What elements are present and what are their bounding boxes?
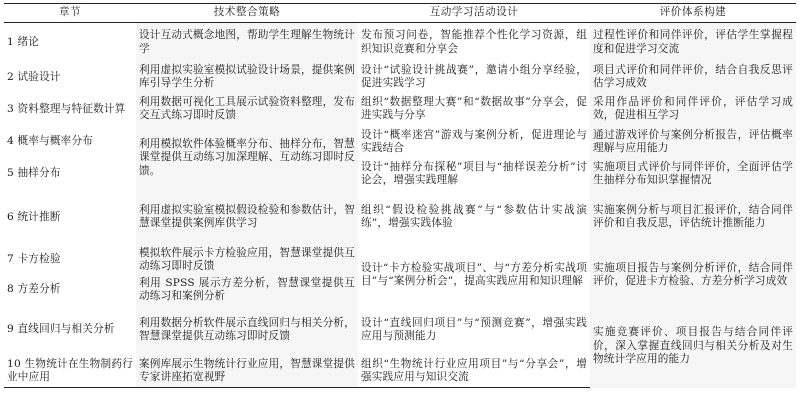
header-evaluation: 评价体系构建 <box>590 4 796 23</box>
header-row <box>4 4 796 23</box>
evaluation-cell: 项目式评价和同伴评价，结合自我反思评估学习成效 <box>590 62 796 93</box>
activity-cell: 设计“试验设计挑战赛”，邀请小组分享经验，促进实践学习 <box>358 62 590 93</box>
activity-cell: 组织“生物统计行业应用项目”与“分享会”，增强实践应用与知识交流 <box>358 355 590 388</box>
chapter-cell: 9 直线回归与相关分析 <box>4 305 136 355</box>
activity-cell: 设计“直线回归项目”与“预测竞赛”，增强实践应用与预测能力 <box>358 305 590 355</box>
curriculum-table <box>4 3 796 388</box>
chapter-cell: 3 资料整理与特征数计算 <box>4 93 136 126</box>
activity-cell: 组织“假设检验挑战赛”与“参数估计实战演练”，增强实践体验 <box>358 190 590 245</box>
tech-cell: 利用虚拟实验室模拟试验设计场景，提供案例库引导学生分析 <box>136 62 358 93</box>
chapter-cell: 10 生物统计在生物制药行业中应用 <box>4 355 136 388</box>
chapter-cell: 2 试验设计 <box>4 62 136 93</box>
activity-cell: 组织“数据整理大赛”和“数据故事”分享会，促进实践与分享 <box>358 93 590 126</box>
tech-cell: 设计互动式概念地图，帮助学生理解生物统计学 <box>136 23 358 62</box>
chapter-cell: 4 概率与概率分布 <box>4 126 136 158</box>
activity-cell: 发布预习问卷，智能推荐个性化学习资源，组织知识竞赛和分享会 <box>358 23 590 62</box>
curriculum-table-container <box>4 3 796 388</box>
activity-cell: 设计“抽样分布探秘”项目与“抽样误差分析”讨论会，增强实践理解 <box>358 158 590 190</box>
tech-cell: 利用数据可视化工具展示试验资料整理，发布交互式练习即时反馈 <box>136 93 358 126</box>
header-tech-strategy: 技术整合策略 <box>136 4 358 23</box>
chapter-cell: 6 统计推断 <box>4 190 136 245</box>
table-row <box>4 23 796 62</box>
table-row <box>4 93 796 126</box>
table-row <box>4 158 796 190</box>
evaluation-cell: 实施案例分析与项目汇报评价，结合同伴评价和自我反思，评估统计推断能力 <box>590 190 796 245</box>
tech-cell: 案例库展示生物统计行业应用，智慧课堂提供专家讲座拓宽视野 <box>136 355 358 388</box>
tech-cell: 利用 SPSS 展示方差分析，智慧课堂提供互动练习和案例分析 <box>136 275 358 305</box>
evaluation-cell: 实施竞赛评价、项目报告与结合同伴评价，深入掌握直线回归与相关分析及对生物统计学应用的能力 <box>590 305 796 388</box>
evaluation-cell: 实施项目式评价与同伴评价，全面评估学生抽样分布知识掌握情况 <box>590 158 796 190</box>
tech-cell: 利用虚拟实验室模拟假设检验和参数估计，智慧课堂提供案例库供学习 <box>136 190 358 245</box>
tech-cell: 模拟软件展示卡方检验应用，智慧课堂提供互动练习即时反馈 <box>136 245 358 275</box>
table-row <box>4 62 796 93</box>
activity-cell: 设计“概率迷宫”游戏与案例分析，促进理论与实践结合 <box>358 126 590 158</box>
header-chapter: 章节 <box>4 4 136 23</box>
table-row <box>4 190 796 245</box>
table-row <box>4 305 796 355</box>
evaluation-cell: 通过游戏评价与案例分析报告，评估概率理解与应用能力 <box>590 126 796 158</box>
table-row <box>4 245 796 275</box>
table-header <box>4 4 796 23</box>
header-activity-design: 互动学习活动设计 <box>358 4 590 23</box>
chapter-cell: 7 卡方检验 <box>4 245 136 275</box>
evaluation-cell: 采用作品评价和同伴评价，评估学习成效，促进相互学习 <box>590 93 796 126</box>
chapter-cell: 5 抽样分布 <box>4 158 136 190</box>
table-row <box>4 126 796 158</box>
tech-cell: 利用模拟软件体验概率分布、抽样分布，智慧课堂提供互动练习加深理解、互动练习即时反馈。 <box>136 126 358 190</box>
chapter-cell: 1 绪论 <box>4 23 136 62</box>
chapter-cell: 8 方差分析 <box>4 275 136 305</box>
evaluation-cell: 过程性评价和同伴评价，评估学生掌握程度和促进学习交流 <box>590 23 796 62</box>
evaluation-cell: 实施项目报告与案例分析评价，结合同伴评价，促进卡方检验、方差分析学习成效 <box>590 245 796 305</box>
table-body <box>4 23 796 388</box>
tech-cell: 利用数据分析软件展示直线回归与相关分析，智慧课堂提供互动练习即时反馈 <box>136 305 358 355</box>
activity-cell: 设计“卡方检验实战项目”、与“方差分析实战项目”与“案例分析会”，提高实践应用和知识理解 <box>358 245 590 305</box>
